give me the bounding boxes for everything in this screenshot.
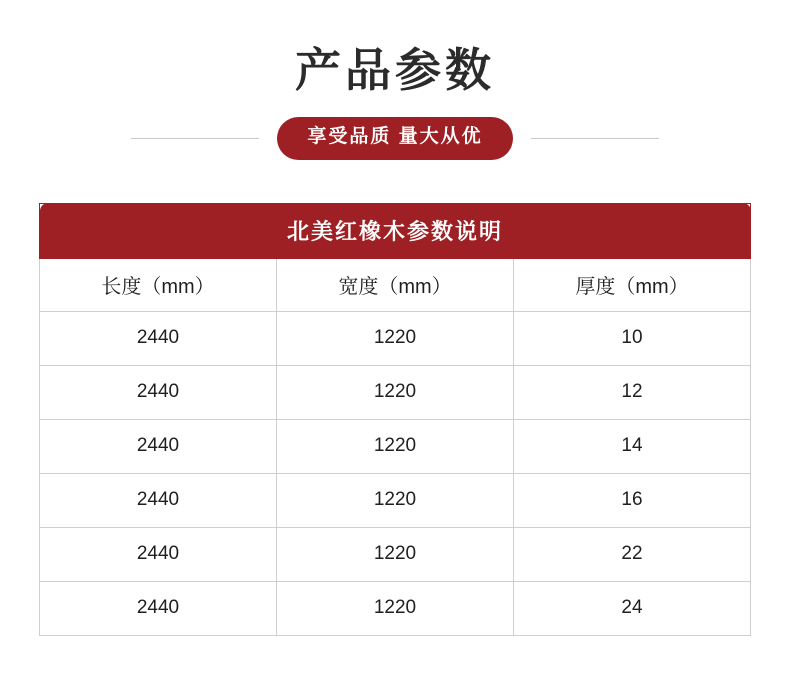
cell-length: 2440 xyxy=(40,527,277,581)
table-header-row xyxy=(40,258,751,311)
cell-width: 1220 xyxy=(277,581,514,635)
cell-thickness: 22 xyxy=(514,527,751,581)
divider-right xyxy=(531,138,659,139)
cell-thickness: 24 xyxy=(514,581,751,635)
cell-width: 1220 xyxy=(277,419,514,473)
page-header xyxy=(0,0,790,160)
slogan-badge: 享受品质 量大从优 xyxy=(277,117,512,160)
divider-left xyxy=(131,138,259,139)
cell-width: 1220 xyxy=(277,365,514,419)
cell-length: 2440 xyxy=(40,311,277,365)
table-row xyxy=(40,419,751,473)
cell-length: 2440 xyxy=(40,365,277,419)
cell-width: 1220 xyxy=(277,311,514,365)
cell-width: 1220 xyxy=(277,527,514,581)
parameters-table xyxy=(39,203,751,636)
page-title: 产品参数 xyxy=(295,44,495,96)
table-row xyxy=(40,581,751,635)
parameters-table-wrapper xyxy=(39,203,751,636)
slogan-row xyxy=(0,117,790,160)
cell-thickness: 10 xyxy=(514,311,751,365)
cell-thickness: 14 xyxy=(514,419,751,473)
column-header-thickness: 厚度（mm） xyxy=(514,258,751,311)
table-row xyxy=(40,311,751,365)
cell-thickness: 16 xyxy=(514,473,751,527)
cell-thickness: 12 xyxy=(514,365,751,419)
column-header-width: 宽度（mm） xyxy=(277,258,514,311)
table-title-row xyxy=(40,203,751,258)
table-row xyxy=(40,473,751,527)
table-head xyxy=(40,203,751,311)
cell-length: 2440 xyxy=(40,473,277,527)
table-row xyxy=(40,365,751,419)
table-title: 北美红橡木参数说明 xyxy=(40,203,751,258)
cell-length: 2440 xyxy=(40,581,277,635)
table-row xyxy=(40,527,751,581)
cell-width: 1220 xyxy=(277,473,514,527)
cell-length: 2440 xyxy=(40,419,277,473)
column-header-length: 长度（mm） xyxy=(40,258,277,311)
table-body xyxy=(40,311,751,635)
